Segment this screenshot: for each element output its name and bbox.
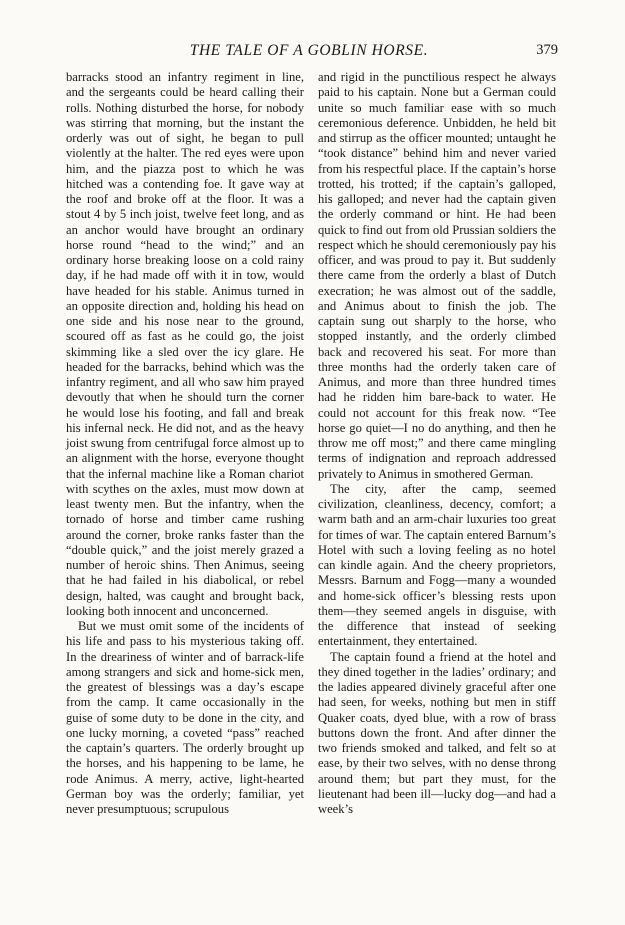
- paragraph: and rigid in the punctilious respect he always paid to his captain. None but a German could unite so much familiar ease with so much ceremonious deference. Unbidden, he held bit and stirrup as the officer mounted; untaught he “took distance” behind him and never varied from his respectful place. If the captain’s horse trotted, his trotted; if the captain’s galloped, his galloped; and never had the captain given the orderly command or hint. He had been quick to find out from old Prussian soldiers the respect which he should ceremoniously pay his officer, and was proud to pay it. But suddenly there came from the orderly a blast of Dutch execration; he was almost out of the saddle, and Animus about to finish the job. The captain sung out sharply to the horse, who stopped instantly, and the orderly climbed back and recovered his seat. For more than three months had the orderly taken care of Animus, and more than three hundred times had he ridden him bare-back to water. He could not account for this freak now. “Tee horse go quiet—I no do anything, and then he throw me off most;” and there came mingling terms of indignation and reproach addressed privately to Animus in smothered German.: [318, 70, 556, 481]
- page-number: 379: [536, 42, 558, 58]
- paragraph: The city, after the camp, seemed civilization, cleanliness, decency, comfort; a warm bath and an arm-chair luxuries too great for times of war. The captain entered Barnum’s Hotel with such a loving feeling as no hotel can kindle again. And the cheery proprietors, Messrs. Barnum and Fogg—many a wounded and home-sick officer’s blessing rests upon them—they seemed angels in disguise, with the difference that instead of seeking entertainment, they entertained.: [318, 481, 556, 649]
- paragraph: barracks stood an infantry regiment in line, and the sergeants could be heard calling their rolls. Nothing disturbed the horse, for nobody was stirring that morning, but the instant the orderly was out of sight, he began to pull violently at the halter. The red eyes were upon him, and the piazza post to which he was hitched was a contending foe. It gave way at the roof and broke off at the floor. It was a stout 4 by 5 inch joist, twelve feet long, and as an anchor would have brought an ordinary horse round “head to the wind;” and an ordinary horse breaking loose on a cold rainy day, if he had made off with it in tow, would have headed for his stable. Animus turned in an opposite direction and, holding his head on one side and his nose near to the ground, scoured off as fast as he could go, the joist skimming like a sled over the icy glare. He headed for the barracks, behind which was the infantry regiment, and all who saw him prayed devoutly that when he should turn the corner he would lose his footing, and fall and break his infernal neck. He did not, and as the heavy joist swung from centrifugal force almost up to an alignment with the horse, everyone thought that the infernal machine like a Roman chariot with scythes on the axles, must mow down at least twenty men. But the infantry, when the tornado of horse and timber came rushing around the corner, broke ranks faster than the “double quick,” and the joist merely grazed a number of heroic shins. Then Animus, seeing that he had failed in his diabolical, or rebel design, halted, was caught and brought back, looking both innocent and unconcerned.: [66, 70, 304, 618]
- running-title: THE TALE OF A GOBLIN HORSE.: [189, 42, 429, 59]
- paragraph: The captain found a friend at the hotel and they dined together in the ladies’ ordinary; and the ladies appeared divinely graceful after one had seen, for weeks, nothing but men in stiff Quaker coats, dyed blue, with a row of brass buttons down the front. And after dinner the two friends smoked and talked, and felt so at ease, by their two selves, with no dense throng around them; but part they must, for the lieutenant had been ill—lucky dog—and had a week’s: [318, 649, 556, 816]
- page-header: [60, 42, 558, 64]
- left-column: [66, 70, 304, 817]
- right-column: [318, 70, 556, 817]
- paragraph: But we must omit some of the incidents of his life and pass to his mysterious taking off. In the dreariness of winter and of barrack-life among strangers and sick and home-sick men, the greatest of blessings was a day’s escape from the camp. It came occasionally in the guise of some duty to be done in the city, and one lucky morning, a coveted “pass” reached the captain’s quarters. The orderly brought up the horses, and his happening to be lame, he rode Animus. A merry, active, light-hearted German boy was the orderly; familiar, yet never presumptuous; scrupulous: [66, 619, 304, 816]
